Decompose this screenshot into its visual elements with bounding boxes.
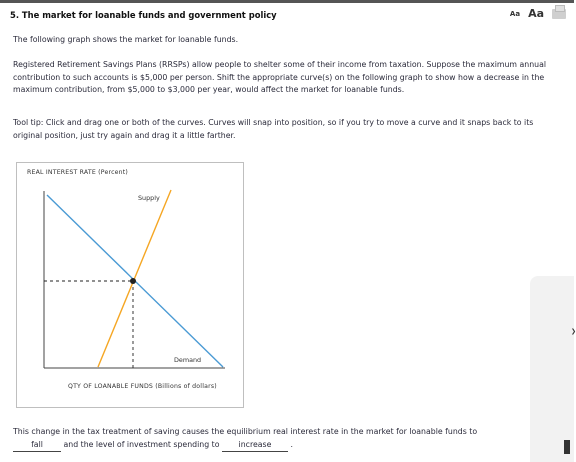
investment-dropdown[interactable]: increase: [222, 439, 288, 453]
panel-toggle-icon[interactable]: ❯: [571, 328, 576, 335]
intro-text: The following graph shows the market for loanable funds.: [13, 35, 239, 44]
y-axis-label: REAL INTEREST RATE (Percent): [27, 169, 129, 176]
equilibrium-point: [130, 278, 136, 284]
graph-canvas: [17, 163, 243, 407]
answer-text-2: and the level of investment spending to: [63, 439, 220, 449]
answer-sentence: [13, 426, 533, 452]
answer-text-1: This change in the tax treatment of saving causes the equilibrium real interest rate in the market for loanable funds to: [13, 427, 478, 436]
print-icon[interactable]: [552, 9, 566, 19]
font-increase-button[interactable]: Aa: [528, 7, 544, 20]
tooltip-text: Tool tip: Click and drag one or both of the curves. Curves will snap into position, so if you try to move a curve and it snaps back to its original position, just try again and drag it a little farther.: [13, 118, 534, 140]
x-axis-label: QTY OF LOANABLE FUNDS (Billions of dollars): [68, 383, 217, 390]
loanable-funds-graph: [16, 162, 244, 408]
font-size-tools: [510, 7, 566, 20]
question-title: 5. The market for loanable funds and government policy: [10, 10, 277, 20]
interest-rate-dropdown[interactable]: fall: [13, 439, 61, 453]
side-panel[interactable]: [530, 276, 574, 462]
scenario-text: Registered Retirement Savings Plans (RRSPs) allow people to shelter some of their income from taxation. Suppose the maximum annual contribution to such accounts is $5,000 per person. Shift the appropriate curve(s) on the following graph to show how a decrease in the maximum contribution, from $5,000 to $3,000 per year, would affect the market for loanable funds.: [13, 60, 547, 94]
answer-text-end: .: [290, 439, 293, 449]
scrollbar-thumb[interactable]: [564, 440, 570, 454]
top-bar: [0, 0, 574, 3]
font-decrease-button[interactable]: Aa: [509, 9, 521, 18]
supply-label: Supply: [138, 194, 160, 202]
demand-label: Demand: [174, 356, 202, 364]
